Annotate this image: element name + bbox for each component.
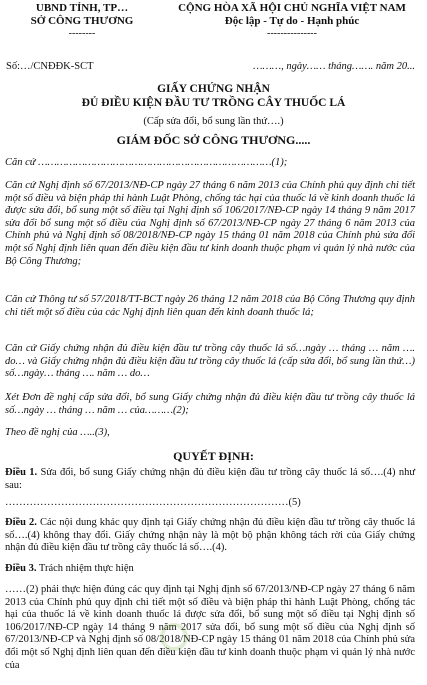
national-motto: Độc lập - Tự do - Hạnh phúc	[224, 15, 360, 27]
article-1	[5, 467, 415, 492]
national-header	[160, 2, 424, 40]
issuer-province: UBND TỈNH, TP…	[35, 2, 129, 14]
basis-paragraph-3: Căn cứ Thông tư số 57/2018/TT-BCT ngày 26 tháng 12 năm 2018 của Bộ Công Thương quy định chi tiết một số điều của các Nghị định liên quan đến kinh doanh thuốc lá;	[5, 294, 415, 318]
basis-paragraph-4: Căn cứ Giấy chứng nhận đủ điều kiện đầu tư trồng cây thuốc lá số…ngày … tháng … năm …. do… và Giấy chứng nhận đủ điều kiện đầu tư trồng cây thuốc lá (cấp sửa đổi, bổ sung lần thứ…) số…ngày… tháng …. năm … do…	[5, 343, 415, 380]
article-1-blank: ………………………………………………………………………(5)	[5, 497, 301, 508]
certificate-title: GIẤY CHỨNG NHẬN	[157, 83, 270, 95]
proposal-paragraph: Theo đề nghị của …..(3),	[5, 427, 110, 438]
article-3-label: Điều 3.	[5, 563, 37, 574]
certificate-subtitle: ĐỦ ĐIỀU KIỆN ĐẦU TƯ TRỒNG CÂY THUỐC LÁ	[81, 97, 346, 109]
issuer-divider: --------	[68, 28, 96, 39]
document-number: Số:…/CNĐĐK-SCT	[6, 61, 94, 72]
issuer-header	[6, 2, 158, 40]
national-divider: ---------------	[267, 28, 317, 39]
article-2	[5, 517, 415, 555]
article-3-body: ……(2) phải thực hiện đúng các quy định tại Nghị định số 67/2013/NĐ-CP ngày 27 tháng 6 năm 2013 của Chính phủ quy định chi tiết một số điều và biện pháp thi hành Luật Phòng, chống tác hại của thuốc lá về kinh doanh thuốc lá được sửa đổi, bổ sung một số điều tại Nghị định số 106/2017/NĐ-CP ngày 14 tháng 9 năm 2017 sửa đổi, bổ sung một số điều của Nghị định số 67/2013/NĐ-CP và Nghị định số 08/2018/NĐ-CP ngày 15 tháng 01 năm 2018 của Chính phủ sửa đổi một số Nghị định liên quan đến điều kiện đầu tư kinh doanh thuộc phạm vi quản lý nhà nước của	[5, 584, 415, 671]
watermark-ring	[160, 623, 188, 651]
national-title: CỘNG HÒA XÃ HỘI CHỦ NGHĨA VIỆT NAM	[178, 2, 406, 14]
basis-paragraph-1: Căn cứ …………………………………………………………………(1);	[5, 157, 288, 168]
basis-paragraph-2: Căn cứ Nghị định số 67/2013/NĐ-CP ngày 27 tháng 6 năm 2013 của Chính phủ quy định chi tiết một số điều và biện pháp thi hành Luật Phòng, chống tác hại của thuốc lá về kinh doanh thuốc lá được sửa đổi, bổ sung một số điều tại Nghị định số 106/2017/NĐ-CP ngày 14 tháng 9 năm 2017 sửa đổi bổ sung một số điều của Nghị định số 67/2013/NĐ-CP ngày 27 tháng 6 năm 2013 của Chính phủ và Nghị định số 08/2018/NĐ-CP ngày 15 tháng 01 năm 2018 của Chính phủ sửa đổi một số Nghị định liên quan đến điều kiện đầu tư kinh doanh thuộc phạm vi quản lý nhà nước của Bộ Công Thương;	[5, 180, 415, 267]
article-2-label: Điều 2.	[5, 517, 37, 528]
decision-heading: QUYẾT ĐỊNH:	[173, 449, 254, 463]
article-1-text: Sửa đổi, bổ sung Giấy chứng nhận đủ điều kiện đầu tư trồng cây thuốc lá số….(4) như sau:	[5, 467, 416, 491]
article-3-text: Trách nhiệm thực hiện	[36, 563, 134, 574]
article-3	[5, 563, 415, 576]
director-title: GIÁM ĐỐC SỞ CÔNG THƯƠNG.....	[116, 133, 311, 147]
request-paragraph: Xét Đơn đề nghị cấp sửa đổi, bổ sung Giấy chứng nhận đủ điều kiện đầu tư trồng cây thuốc lá số…ngày … tháng … năm … của………(2);	[5, 392, 415, 416]
article-1-label: Điều 1.	[5, 467, 38, 478]
document-date: ………, ngày…… tháng……. năm 20...	[253, 61, 415, 72]
article-2-text: Các nội dung khác quy định tại Giấy chứng nhận đủ điều kiện đầu tư trồng cây thuốc lá số….(4) không thay đổi. Giấy chứng nhận này là một bộ phận không tách rời của Giấy chứng nhận đủ điều kiện đầu tư trồng cây thuốc lá số….(4).	[5, 517, 416, 554]
amendment-note: (Cấp sửa đổi, bổ sung lần thứ….)	[143, 116, 284, 127]
issuer-department: SỞ CÔNG THƯƠNG	[30, 15, 134, 27]
number-date-line	[6, 61, 415, 75]
